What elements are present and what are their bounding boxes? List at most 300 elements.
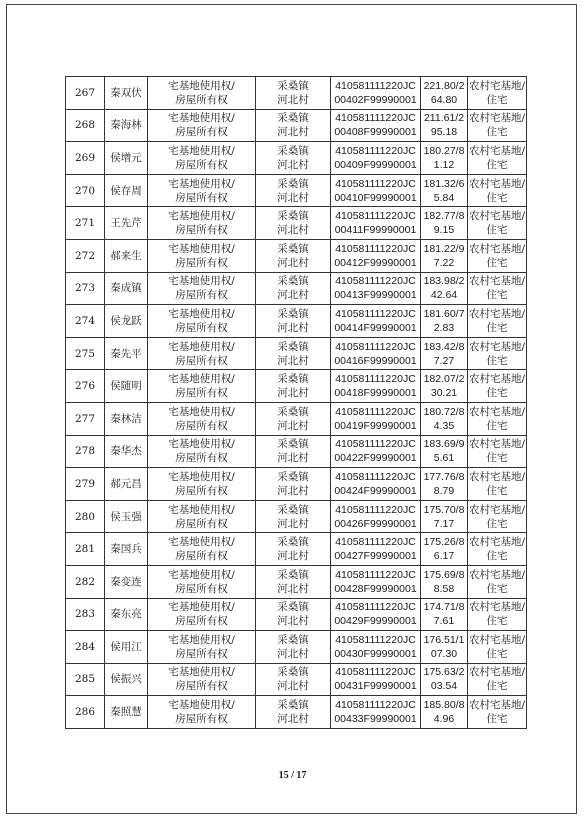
right-type-cell (148, 272, 256, 305)
unit-code-cell (331, 207, 421, 240)
table-row (66, 109, 527, 142)
right-type-line-1: 宅基地使用权/ (168, 601, 235, 614)
area-line-2: 42.64 (430, 289, 458, 302)
row-number: 280 (74, 510, 96, 523)
unit-code-cell (331, 337, 421, 370)
land-use-line-1: 农村宅基地/ (469, 242, 526, 255)
land-use-line-1: 农村宅基地/ (469, 568, 526, 581)
area-cell (421, 272, 468, 305)
area-line-2: 4.96 (433, 713, 455, 726)
holder-name-cell (105, 565, 148, 598)
land-use-cell (468, 77, 527, 110)
location-town: 采桑镇 (277, 438, 309, 451)
unit-code-line-2: 00414F99990001 (334, 321, 417, 334)
unit-code-line-2: 00409F99990001 (334, 158, 417, 171)
area-line-2: 2.83 (433, 321, 455, 334)
right-type-line-1: 宅基地使用权/ (168, 340, 235, 353)
location-town: 采桑镇 (277, 666, 309, 679)
right-type-line-1: 宅基地使用权/ (168, 633, 235, 646)
unit-code-line-1: 410581111220JC (335, 699, 416, 712)
location-village: 河北村 (277, 484, 309, 497)
holder-name-cell (105, 305, 148, 338)
unit-code-cell (331, 370, 421, 403)
unit-code-line-1: 410581111220JC (335, 112, 416, 125)
row-number: 269 (74, 151, 96, 164)
unit-code-line-2: 00431F99990001 (334, 680, 417, 693)
table-row (66, 337, 527, 370)
right-type-line-2: 房屋所有权 (175, 354, 228, 367)
holder-name-cell (105, 468, 148, 501)
land-use-line-2: 住宅 (486, 680, 508, 693)
location-cell (256, 207, 331, 240)
unit-code-line-1: 410581111220JC (335, 633, 416, 646)
land-use-line-1: 农村宅基地/ (469, 633, 526, 646)
right-type-line-2: 房屋所有权 (175, 484, 228, 497)
land-use-cell (468, 631, 527, 664)
area-line-1: 181.32/6 (423, 177, 465, 190)
holder-name: 侯增元 (110, 151, 142, 164)
table-row (66, 370, 527, 403)
area-cell (421, 565, 468, 598)
unit-code-line-2: 00424F99990001 (334, 484, 417, 497)
location-village: 河北村 (277, 387, 309, 400)
holder-name: 郝来生 (110, 249, 142, 262)
table-row (66, 402, 527, 435)
land-use-line-1: 农村宅基地/ (469, 307, 526, 320)
right-type-line-2: 房屋所有权 (175, 321, 228, 334)
area-cell (421, 370, 468, 403)
right-type-line-2: 房屋所有权 (175, 615, 228, 628)
right-type-line-1: 宅基地使用权/ (168, 438, 235, 451)
area-cell (421, 631, 468, 664)
land-use-line-1: 农村宅基地/ (469, 666, 526, 679)
unit-code-line-2: 00433F99990001 (334, 713, 417, 726)
holder-name: 侯存周 (110, 184, 142, 197)
page-number: 15 / 17 (278, 770, 307, 781)
location-cell (256, 500, 331, 533)
right-type-cell (148, 239, 256, 272)
land-use-line-1: 农村宅基地/ (469, 177, 526, 190)
land-use-cell (468, 142, 527, 175)
right-type-line-1: 宅基地使用权/ (168, 536, 235, 549)
holder-name-cell (105, 109, 148, 142)
row-number: 275 (74, 347, 96, 360)
land-use-cell (468, 565, 527, 598)
location-village: 河北村 (277, 517, 309, 530)
area-line-1: 181.60/7 (423, 307, 465, 320)
land-use-cell (468, 500, 527, 533)
right-type-cell (148, 631, 256, 664)
unit-code-line-2: 00422F99990001 (334, 452, 417, 465)
location-cell (256, 663, 331, 696)
right-type-line-1: 宅基地使用权/ (168, 177, 235, 190)
land-use-line-1: 农村宅基地/ (469, 373, 526, 386)
unit-code-line-1: 410581111220JC (335, 242, 416, 255)
holder-name-cell (105, 142, 148, 175)
row-number-cell (66, 77, 105, 110)
location-town: 采桑镇 (277, 112, 309, 125)
land-use-line-2: 住宅 (486, 93, 508, 106)
area-line-2: 64.80 (430, 93, 458, 106)
holder-name: 侯玉强 (110, 510, 142, 523)
land-use-cell (468, 468, 527, 501)
land-use-line-1: 农村宅基地/ (469, 144, 526, 157)
land-use-line-2: 住宅 (486, 713, 508, 726)
holder-name: 秦双伏 (110, 86, 142, 99)
land-use-line-1: 农村宅基地/ (469, 438, 526, 451)
unit-code-line-2: 00418F99990001 (334, 387, 417, 400)
land-use-cell (468, 533, 527, 566)
holder-name: 秦东亮 (110, 608, 142, 621)
unit-code-line-1: 410581111220JC (335, 275, 416, 288)
holder-name-cell (105, 174, 148, 207)
unit-code-line-2: 00413F99990001 (334, 289, 417, 302)
area-line-2: 6.17 (433, 550, 455, 563)
row-number: 274 (74, 314, 96, 327)
right-type-cell (148, 207, 256, 240)
location-village: 河北村 (277, 191, 309, 204)
location-town: 采桑镇 (277, 79, 309, 92)
holder-name: 秦海林 (110, 119, 142, 132)
unit-code-line-2: 00429F99990001 (334, 615, 417, 628)
area-line-1: 183.42/8 (423, 340, 465, 353)
area-line-1: 221.80/2 (423, 79, 465, 92)
holder-name-cell (105, 239, 148, 272)
table-row (66, 663, 527, 696)
right-type-cell (148, 142, 256, 175)
holder-name: 郝元昌 (110, 477, 142, 490)
row-number-cell (66, 500, 105, 533)
location-cell (256, 142, 331, 175)
location-village: 河北村 (277, 647, 309, 660)
unit-code-line-1: 410581111220JC (335, 536, 416, 549)
location-town: 采桑镇 (277, 601, 309, 614)
unit-code-line-1: 410581111220JC (335, 503, 416, 516)
unit-code-line-2: 00416F99990001 (334, 354, 417, 367)
right-type-line-2: 房屋所有权 (175, 713, 228, 726)
right-type-cell (148, 696, 256, 729)
land-use-line-1: 农村宅基地/ (469, 340, 526, 353)
unit-code-cell (331, 77, 421, 110)
holder-name: 秦先平 (110, 347, 142, 360)
area-line-1: 185.80/8 (423, 699, 465, 712)
unit-code-line-1: 410581111220JC (335, 405, 416, 418)
location-village: 河北村 (277, 289, 309, 302)
holder-name-cell (105, 533, 148, 566)
area-line-1: 175.26/8 (423, 536, 465, 549)
right-type-line-1: 宅基地使用权/ (168, 275, 235, 288)
area-line-2: 5.61 (433, 452, 455, 465)
row-number-cell (66, 435, 105, 468)
row-number: 278 (74, 445, 96, 458)
land-use-line-1: 农村宅基地/ (469, 536, 526, 549)
table-row (66, 565, 527, 598)
holder-name-cell (105, 631, 148, 664)
location-town: 采桑镇 (277, 633, 309, 646)
location-cell (256, 109, 331, 142)
area-cell (421, 174, 468, 207)
right-type-line-1: 宅基地使用权/ (168, 699, 235, 712)
area-line-2: 7.17 (433, 517, 455, 530)
row-number: 277 (74, 412, 96, 425)
row-number-cell (66, 631, 105, 664)
right-type-line-1: 宅基地使用权/ (168, 373, 235, 386)
area-line-2: 7.27 (433, 354, 455, 367)
area-line-2: 8.58 (433, 582, 455, 595)
location-town: 采桑镇 (277, 144, 309, 157)
area-line-1: 182.77/8 (423, 210, 465, 223)
unit-code-line-2: 00430F99990001 (334, 647, 417, 660)
holder-name: 王先芹 (110, 217, 142, 230)
right-type-line-2: 房屋所有权 (175, 582, 228, 595)
area-cell (421, 663, 468, 696)
right-type-line-1: 宅基地使用权/ (168, 112, 235, 125)
land-use-line-2: 住宅 (486, 582, 508, 595)
unit-code-line-2: 00419F99990001 (334, 419, 417, 432)
row-number-cell (66, 109, 105, 142)
location-village: 河北村 (277, 354, 309, 367)
row-number: 276 (74, 380, 96, 393)
unit-code-cell (331, 109, 421, 142)
table-row (66, 207, 527, 240)
land-use-line-1: 农村宅基地/ (469, 699, 526, 712)
unit-code-cell (331, 402, 421, 435)
unit-code-line-1: 410581111220JC (335, 601, 416, 614)
right-type-line-1: 宅基地使用权/ (168, 79, 235, 92)
area-line-2: 7.22 (433, 256, 455, 269)
location-village: 河北村 (277, 713, 309, 726)
unit-code-cell (331, 500, 421, 533)
area-line-1: 183.98/2 (423, 275, 465, 288)
holder-name-cell (105, 435, 148, 468)
table-row (66, 500, 527, 533)
area-cell (421, 533, 468, 566)
land-use-line-1: 农村宅基地/ (469, 405, 526, 418)
land-use-line-1: 农村宅基地/ (469, 210, 526, 223)
land-use-line-2: 住宅 (486, 289, 508, 302)
holder-name: 侯随明 (110, 380, 142, 393)
area-line-1: 181.22/9 (423, 242, 465, 255)
right-type-line-2: 房屋所有权 (175, 256, 228, 269)
location-cell (256, 305, 331, 338)
unit-code-cell (331, 631, 421, 664)
location-cell (256, 598, 331, 631)
land-use-cell (468, 435, 527, 468)
row-number-cell (66, 696, 105, 729)
right-type-line-2: 房屋所有权 (175, 647, 228, 660)
area-line-1: 175.70/8 (423, 503, 465, 516)
right-type-line-2: 房屋所有权 (175, 419, 228, 432)
row-number: 270 (74, 184, 96, 197)
unit-code-cell (331, 468, 421, 501)
location-village: 河北村 (277, 615, 309, 628)
row-number-cell (66, 207, 105, 240)
land-use-cell (468, 207, 527, 240)
location-town: 采桑镇 (277, 568, 309, 581)
unit-code-cell (331, 565, 421, 598)
holder-name: 侯振兴 (110, 673, 142, 686)
location-town: 采桑镇 (277, 177, 309, 190)
row-number: 279 (74, 477, 96, 490)
location-village: 河北村 (277, 321, 309, 334)
area-cell (421, 468, 468, 501)
unit-code-line-1: 410581111220JC (335, 210, 416, 223)
location-town: 采桑镇 (277, 275, 309, 288)
unit-code-cell (331, 598, 421, 631)
unit-code-line-1: 410581111220JC (335, 568, 416, 581)
right-type-line-1: 宅基地使用权/ (168, 470, 235, 483)
area-line-1: 174.71/8 (423, 601, 465, 614)
unit-code-line-2: 00426F99990001 (334, 517, 417, 530)
location-town: 采桑镇 (277, 210, 309, 223)
land-use-line-2: 住宅 (486, 126, 508, 139)
area-line-2: 30.21 (430, 387, 458, 400)
location-village: 河北村 (277, 419, 309, 432)
right-type-cell (148, 533, 256, 566)
location-cell (256, 77, 331, 110)
right-type-line-2: 房屋所有权 (175, 126, 228, 139)
row-number: 272 (74, 249, 96, 262)
location-town: 采桑镇 (277, 470, 309, 483)
holder-name-cell (105, 402, 148, 435)
unit-code-line-2: 00411F99990001 (334, 224, 417, 237)
land-use-line-1: 农村宅基地/ (469, 112, 526, 125)
right-type-line-1: 宅基地使用权/ (168, 242, 235, 255)
land-use-line-2: 住宅 (486, 224, 508, 237)
unit-code-cell (331, 663, 421, 696)
land-use-cell (468, 337, 527, 370)
area-line-2: 03.54 (430, 680, 458, 693)
area-cell (421, 696, 468, 729)
row-number: 286 (74, 706, 96, 719)
unit-code-line-1: 410581111220JC (335, 666, 416, 679)
area-line-2: 9.15 (433, 224, 455, 237)
unit-code-line-1: 410581111220JC (335, 144, 416, 157)
right-type-line-1: 宅基地使用权/ (168, 503, 235, 516)
row-number: 273 (74, 282, 96, 295)
area-line-1: 176.51/1 (423, 633, 465, 646)
holder-name: 秦国兵 (110, 543, 142, 556)
holder-name-cell (105, 500, 148, 533)
unit-code-cell (331, 272, 421, 305)
right-type-line-2: 房屋所有权 (175, 452, 228, 465)
row-number-cell (66, 663, 105, 696)
row-number-cell (66, 239, 105, 272)
land-use-line-2: 住宅 (486, 419, 508, 432)
row-number: 281 (74, 543, 96, 556)
right-type-line-1: 宅基地使用权/ (168, 568, 235, 581)
row-number: 285 (74, 673, 96, 686)
holder-name: 秦华杰 (110, 445, 142, 458)
right-type-line-2: 房屋所有权 (175, 680, 228, 693)
holder-name-cell (105, 77, 148, 110)
location-town: 采桑镇 (277, 699, 309, 712)
row-number-cell (66, 565, 105, 598)
records-table-body (66, 77, 527, 729)
right-type-line-2: 房屋所有权 (175, 93, 228, 106)
land-use-line-2: 住宅 (486, 354, 508, 367)
unit-code-cell (331, 174, 421, 207)
location-cell (256, 631, 331, 664)
unit-code-cell (331, 142, 421, 175)
location-town: 采桑镇 (277, 405, 309, 418)
row-number-cell (66, 370, 105, 403)
unit-code-cell (331, 305, 421, 338)
table-row (66, 435, 527, 468)
land-use-line-1: 农村宅基地/ (469, 470, 526, 483)
area-line-2: 4.35 (433, 419, 455, 432)
area-line-1: 211.61/2 (423, 112, 465, 125)
land-use-cell (468, 598, 527, 631)
right-type-line-1: 宅基地使用权/ (168, 405, 235, 418)
right-type-cell (148, 663, 256, 696)
table-row (66, 533, 527, 566)
land-use-line-2: 住宅 (486, 256, 508, 269)
records-table (65, 76, 527, 729)
right-type-cell (148, 305, 256, 338)
land-use-cell (468, 174, 527, 207)
unit-code-line-2: 00410F99990001 (334, 191, 417, 204)
land-use-line-2: 住宅 (486, 517, 508, 530)
right-type-line-2: 房屋所有权 (175, 289, 228, 302)
table-row (66, 77, 527, 110)
unit-code-line-1: 410581111220JC (335, 340, 416, 353)
area-cell (421, 305, 468, 338)
area-line-1: 180.72/8 (423, 405, 465, 418)
right-type-line-2: 房屋所有权 (175, 191, 228, 204)
right-type-line-1: 宅基地使用权/ (168, 666, 235, 679)
location-village: 河北村 (277, 93, 309, 106)
row-number: 271 (74, 217, 96, 230)
location-cell (256, 370, 331, 403)
right-type-line-2: 房屋所有权 (175, 158, 228, 171)
row-number-cell (66, 142, 105, 175)
unit-code-line-1: 410581111220JC (335, 373, 416, 386)
area-cell (421, 337, 468, 370)
holder-name-cell (105, 337, 148, 370)
land-use-cell (468, 696, 527, 729)
area-line-1: 177.76/8 (423, 470, 465, 483)
location-cell (256, 696, 331, 729)
land-use-line-2: 住宅 (486, 191, 508, 204)
holder-name: 秦林洁 (110, 412, 142, 425)
row-number: 267 (74, 86, 96, 99)
row-number-cell (66, 305, 105, 338)
land-use-line-2: 住宅 (486, 615, 508, 628)
right-type-cell (148, 337, 256, 370)
location-town: 采桑镇 (277, 340, 309, 353)
right-type-cell (148, 370, 256, 403)
holder-name-cell (105, 370, 148, 403)
area-line-1: 175.69/8 (423, 568, 465, 581)
area-line-1: 175.63/2 (423, 666, 465, 679)
land-use-line-2: 住宅 (486, 647, 508, 660)
right-type-cell (148, 77, 256, 110)
right-type-cell (148, 174, 256, 207)
table-row (66, 305, 527, 338)
row-number-cell (66, 174, 105, 207)
location-village: 河北村 (277, 126, 309, 139)
row-number: 268 (74, 119, 96, 132)
land-use-line-1: 农村宅基地/ (469, 503, 526, 516)
holder-name: 侯用江 (110, 640, 142, 653)
table-row (66, 598, 527, 631)
row-number: 282 (74, 575, 96, 588)
row-number: 283 (74, 608, 96, 621)
right-type-line-2: 房屋所有权 (175, 224, 228, 237)
row-number-cell (66, 337, 105, 370)
location-cell (256, 402, 331, 435)
